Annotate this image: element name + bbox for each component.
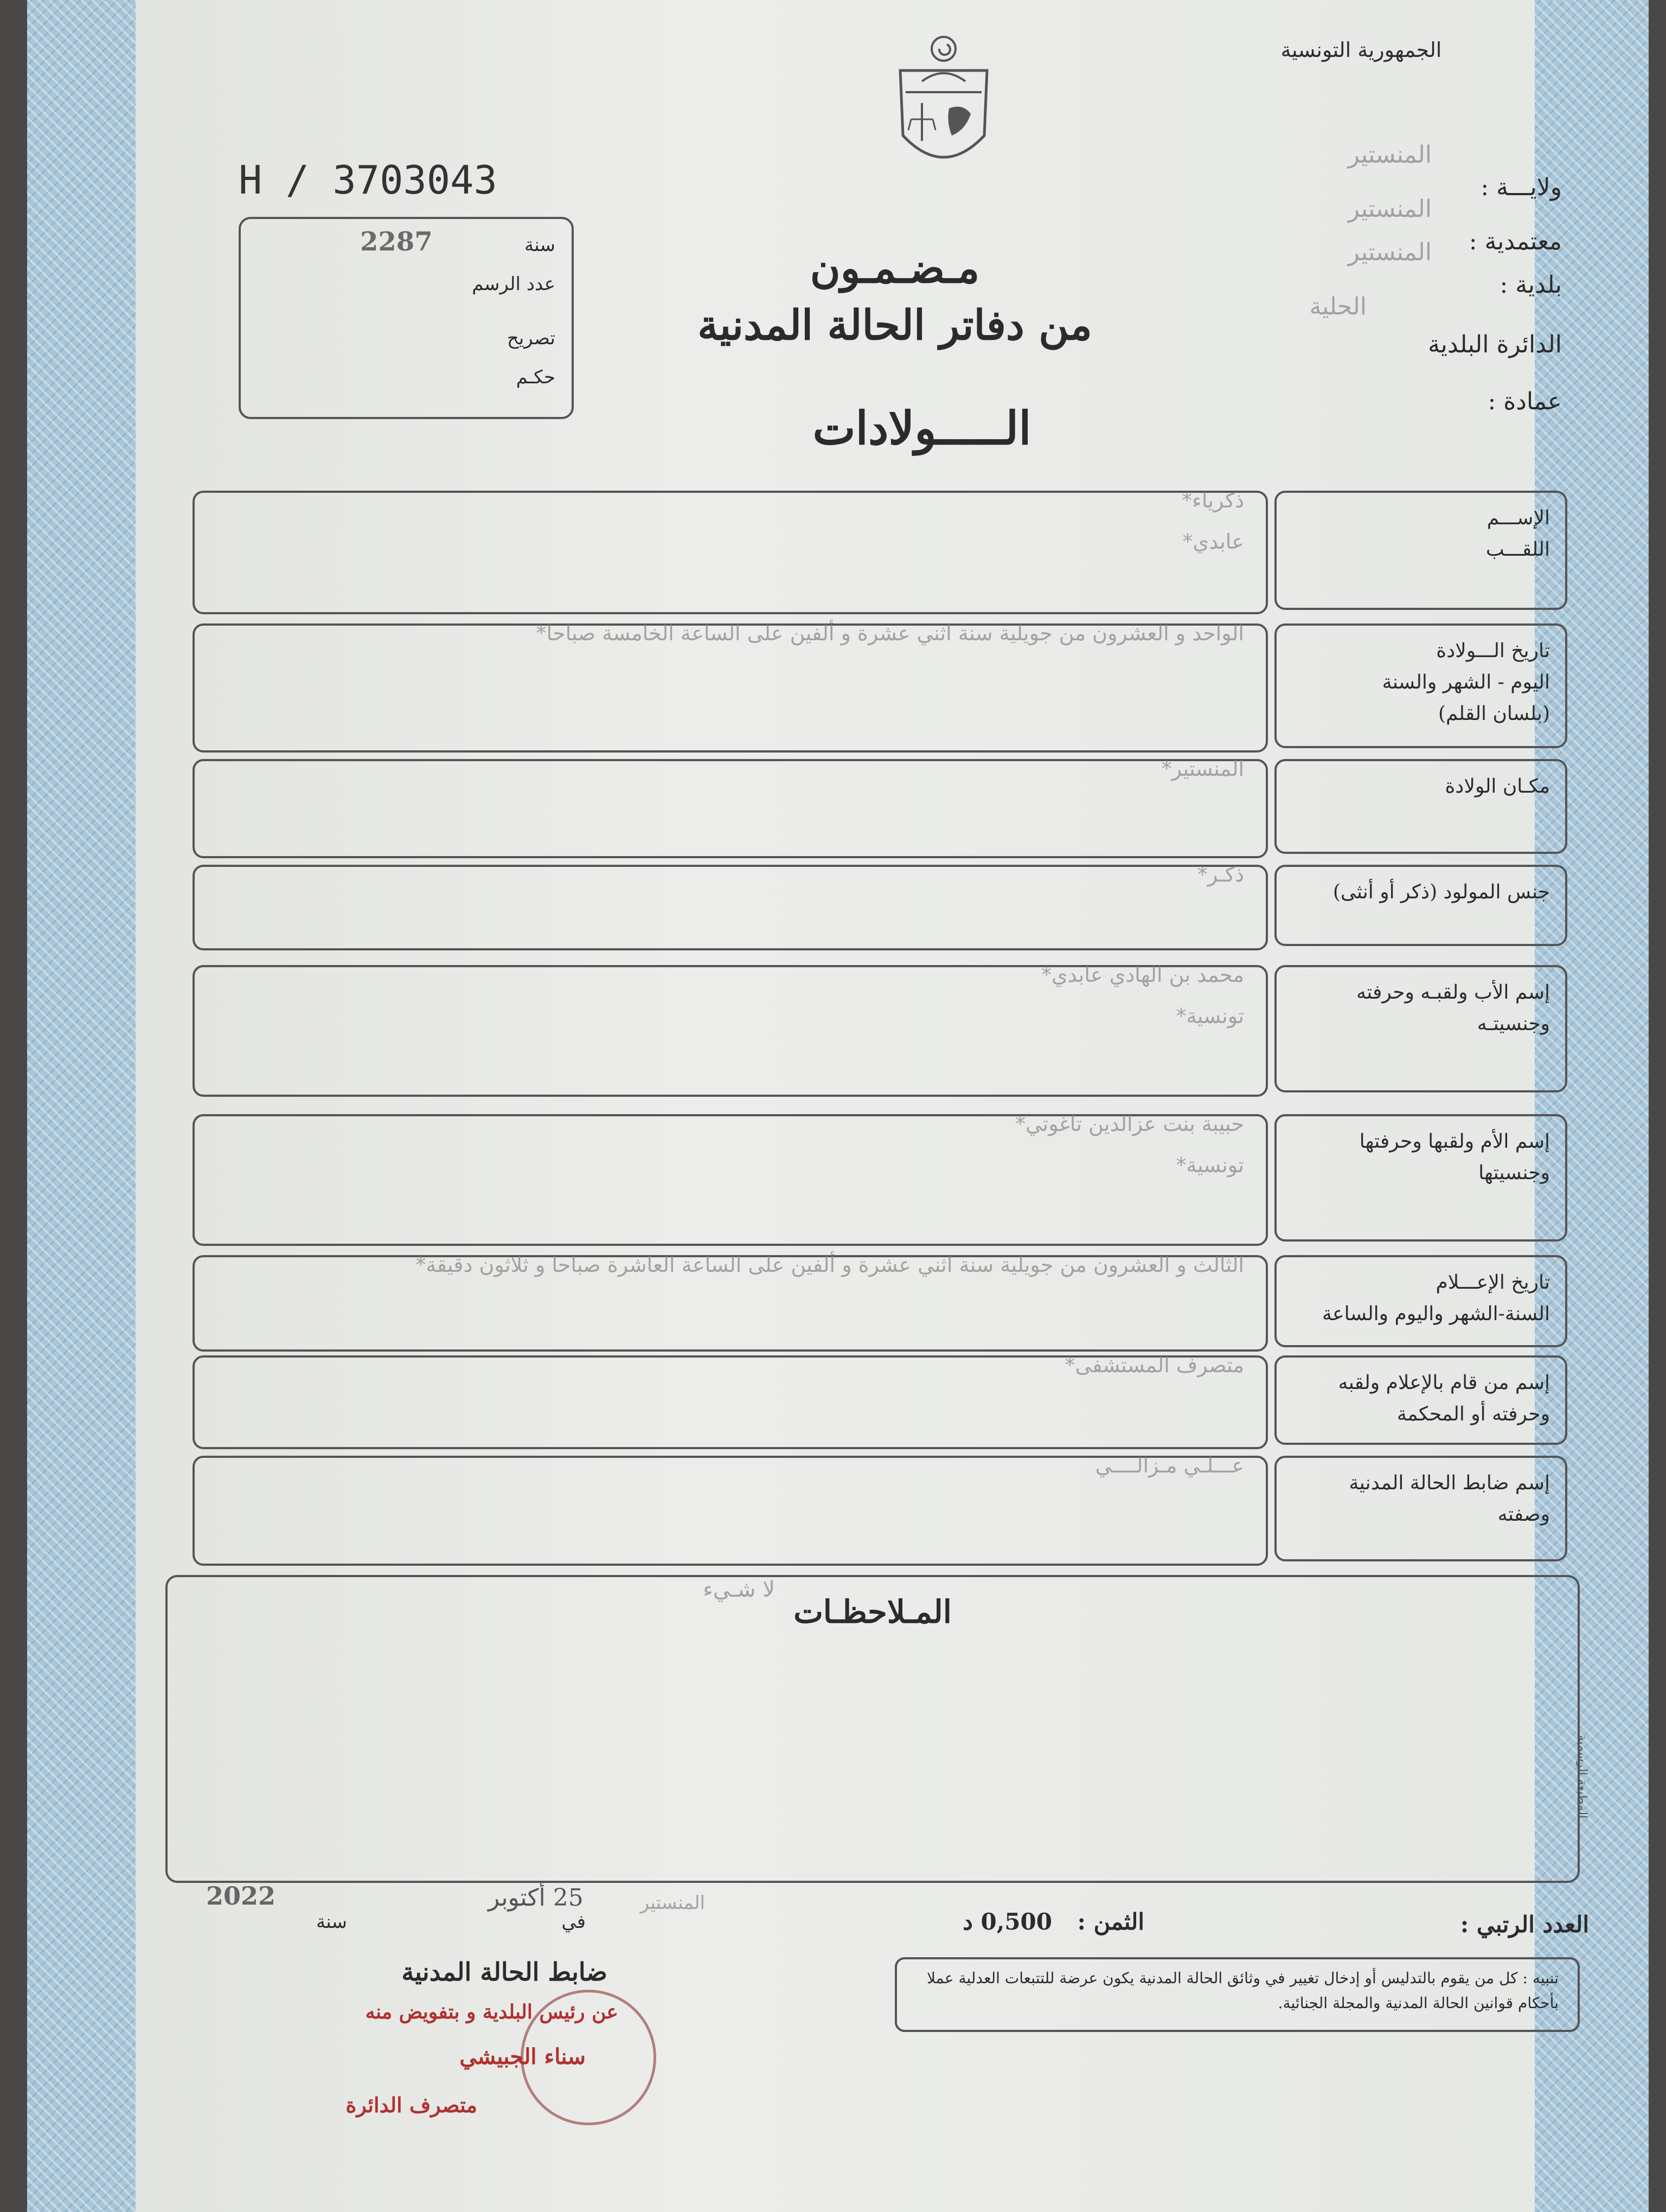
entry-label: إسم ضابط الحالة المدنية وصفته — [1349, 1472, 1550, 1526]
entry-label-box — [1274, 1114, 1567, 1242]
entry-label: الإســـم اللقـــب — [1485, 507, 1550, 561]
document-title: مـضـمـون — [810, 244, 980, 292]
entry-label-box — [1274, 1355, 1567, 1445]
year-label-footer: سنة — [316, 1911, 347, 1933]
entry-label: تاريخ الـــولادة اليوم - الشهر والسنة (بلسان القلم) — [1382, 640, 1550, 725]
births-heading: الـــــولادات — [812, 401, 1031, 455]
entry-value: الواحد و العشرون من جويلية سنة اثني عشرة و ألفين على الساعة الخامسة صباحا* — [536, 621, 1244, 645]
entry-label: إسم الأب ولقبـه وحرفته وجنسيتـه — [1356, 981, 1550, 1035]
remarks-title: المـلاحظـات — [793, 1593, 952, 1630]
legal-notice: تنبيه : كل من يقوم بالتدليس أو إدخال تغيير في وثائق الحالة المدنية يكون عرضة للتتبعات العدلية عملا بأحكام قوانين الحالة المدنية والمجلة الجنائية. — [926, 1969, 1559, 2012]
declaration-label: تصريح — [507, 327, 555, 349]
entry-label-box — [1274, 623, 1567, 748]
delegation-label: معتمدية : — [1469, 228, 1562, 255]
issue-place: المنستير — [640, 1892, 705, 1914]
entry-value-box — [193, 1114, 1268, 1246]
municipality-value: المنستير — [1348, 239, 1432, 266]
remarks-box — [165, 1575, 1580, 1883]
entry-value-box — [193, 759, 1268, 858]
entry-value: المنستير* — [1161, 757, 1244, 781]
serial-order-label: العدد الرتبي : — [1460, 1911, 1589, 1938]
entry-value-box — [193, 1456, 1268, 1566]
governorate-label: ولايـــة : — [1481, 173, 1562, 201]
remarks-value: لا شـيء — [703, 1577, 775, 1602]
issue-date: 25 أكتوبر — [488, 1884, 584, 1912]
entry-label-box — [1274, 759, 1567, 854]
year-label: سنة — [524, 234, 555, 256]
issue-year: 2022 — [206, 1881, 276, 1911]
entry-label-box — [1274, 1456, 1567, 1561]
entry-value: ذكـر* — [1197, 863, 1244, 886]
serial-number: H / 3703043 — [239, 157, 497, 203]
entry-label: جنس المولود (ذكر أو أنثى) — [1332, 881, 1550, 903]
district-value: الحلية — [1309, 293, 1367, 320]
entry-value: حبيبة بنت عزالدين تاغوتي* تونسية* — [1015, 1112, 1244, 1177]
side-imprint: المطبعة الرسمية — [1575, 1735, 1589, 1819]
entry-value-box — [193, 623, 1268, 753]
municipality-label: بلدية : — [1500, 271, 1562, 299]
year-value: 2287 — [360, 227, 433, 257]
entry-value-box — [193, 1355, 1268, 1449]
governorate-value: المنستير — [1348, 141, 1432, 169]
delegation-value: المنستير — [1348, 195, 1432, 223]
entry-label-box — [1274, 491, 1567, 610]
act-number-label: عدد الرسم — [472, 273, 555, 295]
price-value: 0,500 د — [963, 1908, 1052, 1935]
legal-notice-box — [895, 1957, 1580, 2032]
entry-label: تاريخ الإعـــلام السنة-الشهر واليوم والساعة — [1322, 1271, 1550, 1325]
entry-label-box — [1274, 1255, 1567, 1347]
entry-label: إسم الأم ولقبها وحرفتها وجنسيتها — [1359, 1130, 1550, 1184]
coat-of-arms-icon — [889, 33, 998, 184]
entry-label-box — [1274, 965, 1567, 1092]
entry-value: محمد بن الهادي عابدي* تونسية* — [1041, 963, 1244, 1028]
stamp-officer-name: سناء الجبيشي — [459, 2044, 586, 2069]
entry-value-box — [193, 488, 1268, 614]
entry-label: مكـان الولادة — [1445, 775, 1550, 798]
entry-value-box — [193, 865, 1268, 950]
officer-title: ضابط الحالة المدنية — [401, 1957, 607, 1986]
entry-value-box — [193, 965, 1268, 1097]
entry-value: متصرف المستشفى* — [1065, 1353, 1244, 1377]
district-label: الدائرة البلدية — [1428, 331, 1562, 358]
entry-value: عـــلـي مـزالــــي — [1095, 1454, 1244, 1477]
registration-box — [239, 217, 574, 419]
republic-header: الجمهورية التونسية — [1280, 38, 1442, 62]
omda-label: عمادة : — [1488, 388, 1562, 415]
stamp-officer-role: متصرف الدائرة — [345, 2093, 477, 2117]
entry-label-box — [1274, 865, 1567, 946]
entry-value-box — [193, 1255, 1268, 1352]
entry-value: الثالث و العشرون من جويلية سنة اثني عشرة و ألفين على الساعة العاشرة صباحا و ثلاثون دقيقة* — [415, 1253, 1244, 1277]
judgment-label: حكـم — [516, 366, 555, 388]
document-subtitle: من دفاتر الحالة المدنية — [697, 301, 1092, 349]
date-in-label: في — [561, 1911, 586, 1933]
entry-value: ذكرياء* عابدي* — [1181, 488, 1244, 554]
price-label: الثمن : — [1077, 1908, 1144, 1935]
stamp-delegation: عن رئيس البلدية و بتفويض منه — [365, 2001, 618, 2023]
entry-label: إسم من قام بالإعلام ولقبه وحرفته أو المحكمة — [1338, 1372, 1550, 1425]
